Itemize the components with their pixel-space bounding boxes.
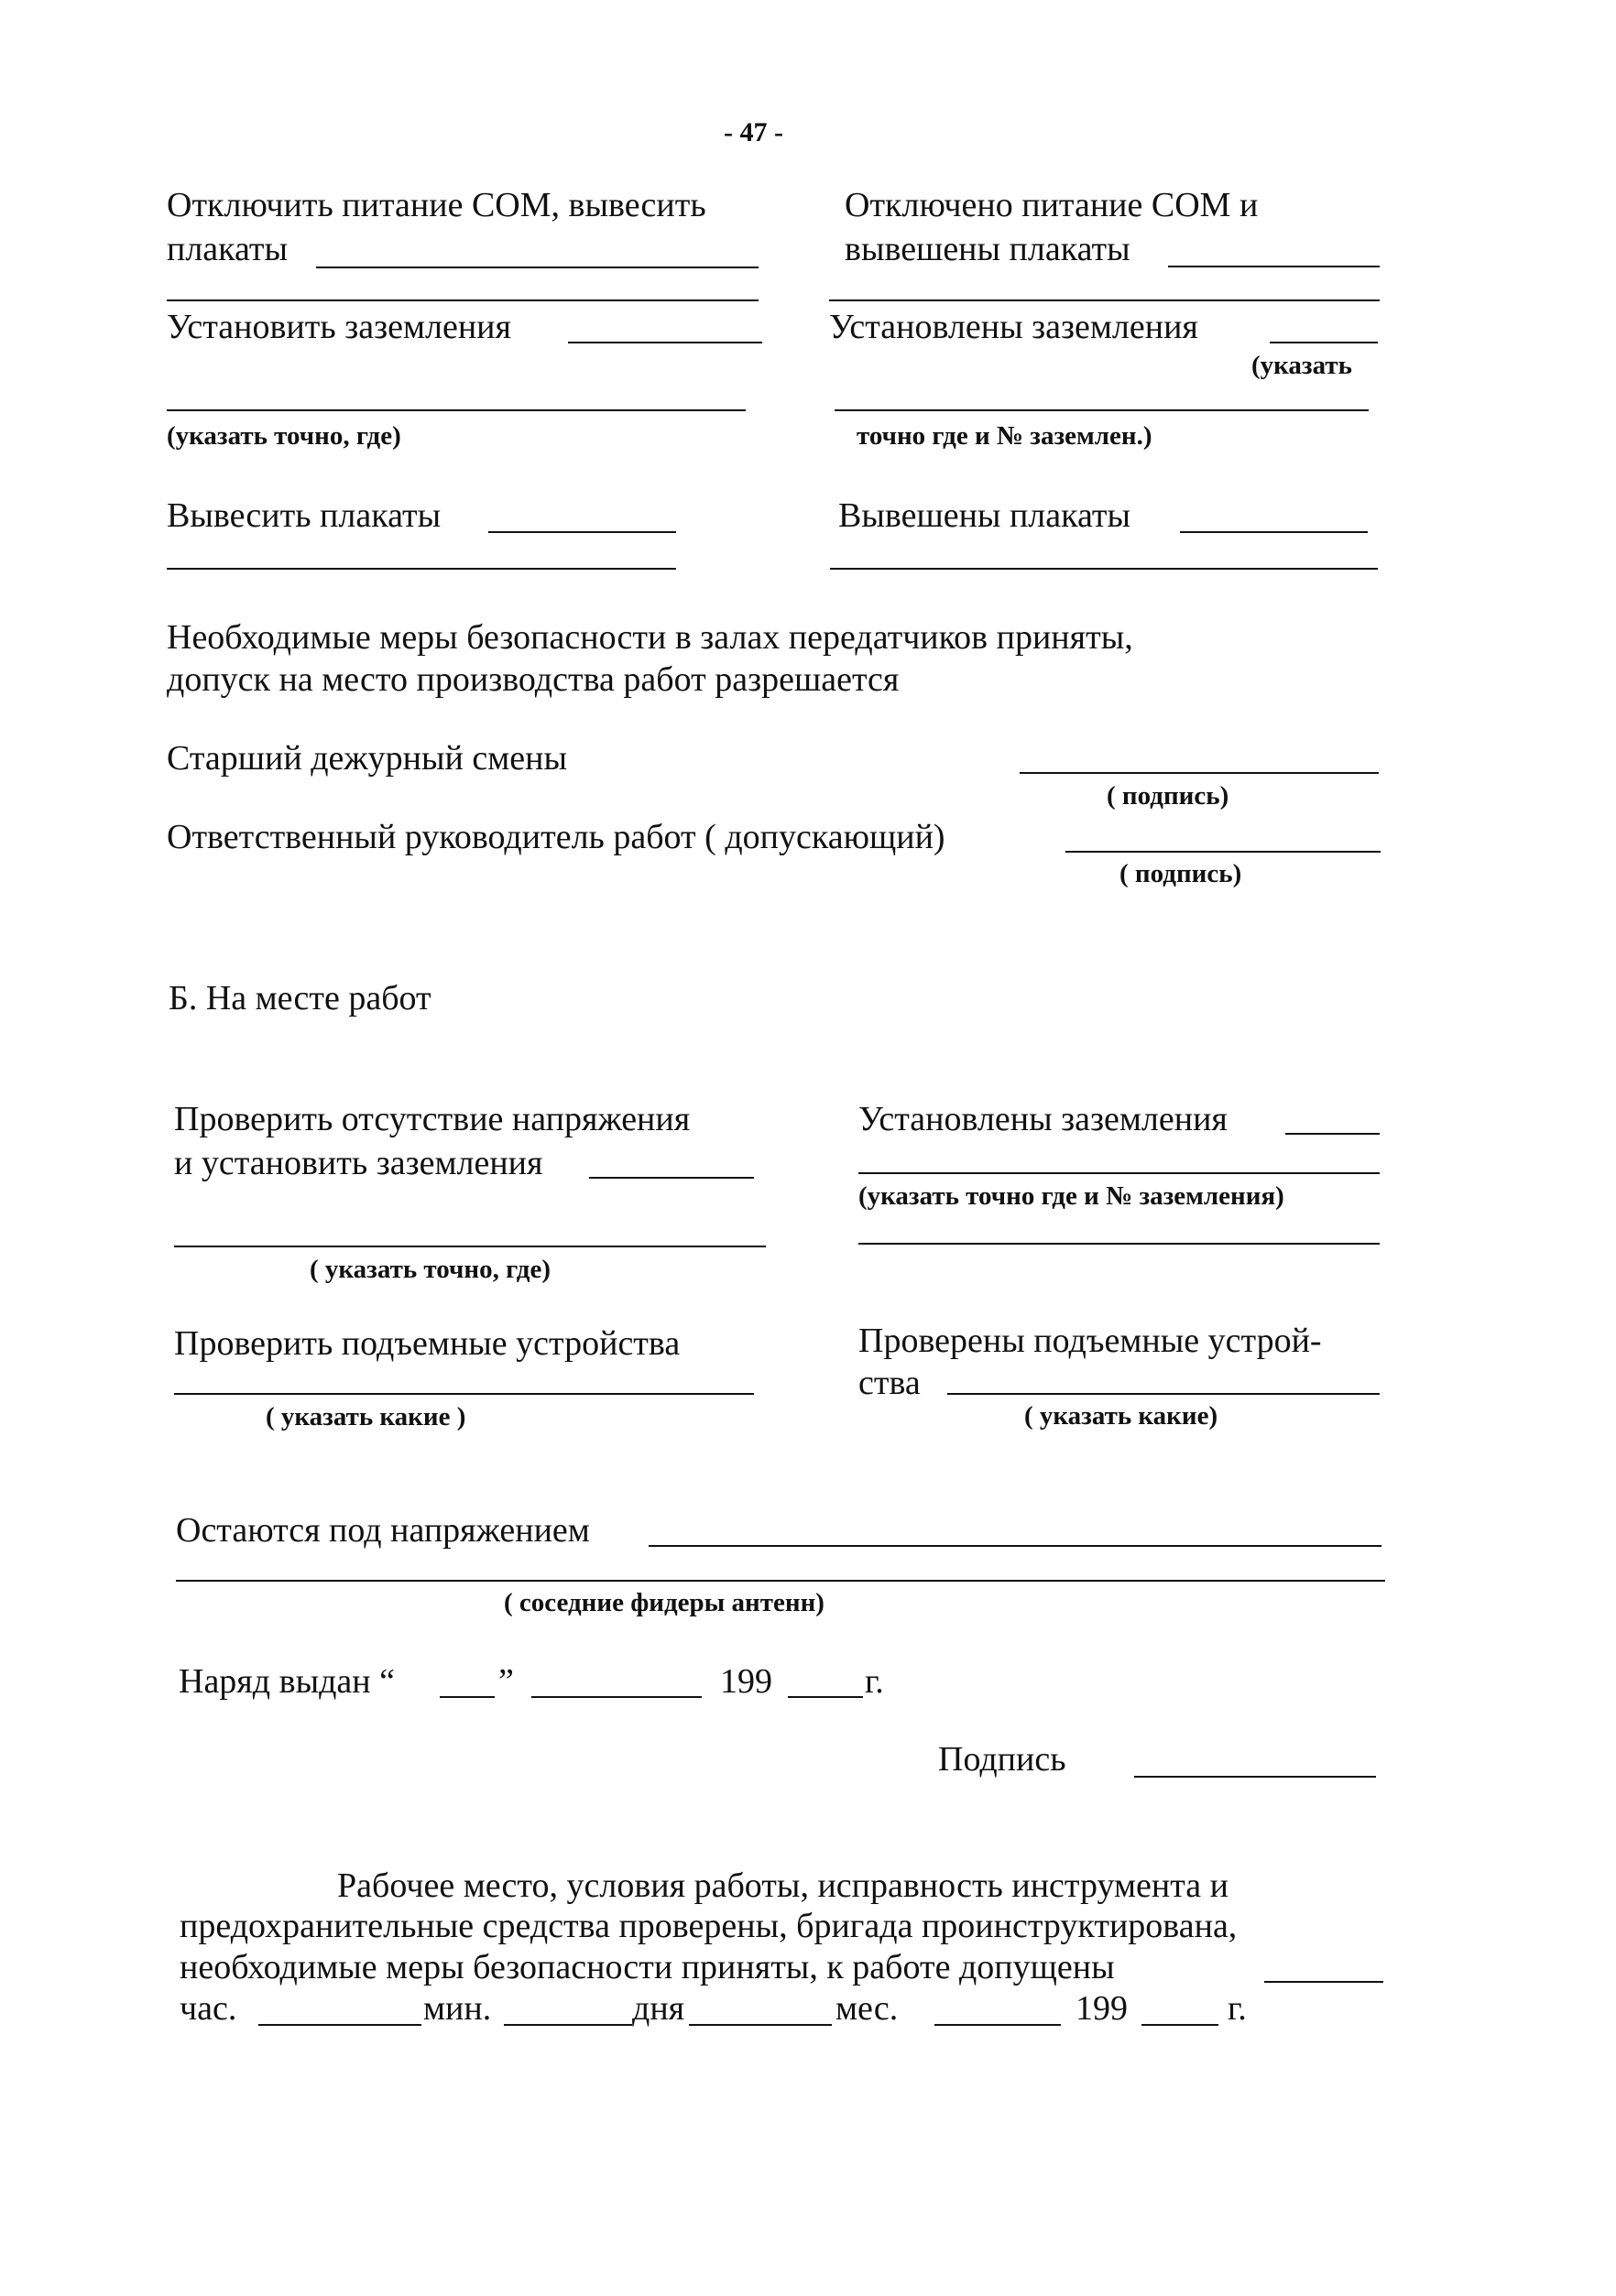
power-off-instruction-line1: Отключить питание СОМ, вывесить — [167, 186, 706, 224]
page-number: - 47 - — [724, 117, 783, 147]
admission-year-fill-line — [1141, 2024, 1218, 2026]
admission-day-fill-line — [689, 2024, 832, 2026]
posters-hung-confirmation: Вывешены плакаты — [838, 496, 1131, 535]
admission-day-label: дня — [632, 1989, 685, 2028]
section-b-grounding-fill-line-2 — [858, 1172, 1380, 1174]
grounding-fill-line — [568, 342, 762, 343]
section-b-grounding-note: (указать точно где и № заземления) — [858, 1181, 1284, 1211]
posters-hung-fill-line-2 — [829, 299, 1380, 301]
lifting-checked-confirmation-line2: ства — [858, 1364, 921, 1402]
lifting-checked-confirmation-line1: Проверены подъемные устрой- — [858, 1322, 1322, 1360]
posters-fill-line — [316, 267, 759, 268]
admission-line2: предохранительные средства проверены, бригада проинструктирована, — [180, 1907, 1238, 1945]
power-off-instruction-line2: плакаты — [167, 230, 289, 268]
check-voltage-instruction-line1: Проверить отсутствие напряжения — [174, 1100, 691, 1138]
hang-posters-fill-line-2 — [167, 568, 676, 570]
order-year-suffix: г. — [865, 1662, 884, 1701]
power-off-confirmation-line2: вывешены плакаты — [845, 230, 1130, 268]
senior-duty-signature-note: ( подпись) — [1107, 781, 1229, 811]
admission-hour-label: час. — [180, 1989, 237, 2028]
admission-month-fill-line — [934, 2024, 1061, 2026]
posters-hung-fill-line-3 — [1180, 531, 1368, 533]
order-day-fill-line — [440, 1696, 495, 1698]
check-lifting-fill-line — [174, 1393, 754, 1395]
grounding-installed-fill-line-2 — [835, 409, 1369, 411]
grounding-fill-line-2 — [167, 409, 746, 411]
section-b-grounding-fill-line-3 — [858, 1243, 1380, 1245]
admission-minute-label: мин. — [423, 1989, 492, 2028]
posters-hung-fill-line — [1168, 266, 1380, 267]
order-month-fill-line — [531, 1696, 702, 1698]
safety-measures-line1: Необходимые меры безопасности в залах передатчиков приняты, — [167, 618, 1133, 657]
lifting-checked-fill-line — [947, 1393, 1380, 1395]
section-b-heading: Б. На месте работ — [169, 979, 431, 1017]
adjacent-feeders-note: ( соседние фидеры антенн) — [504, 1588, 824, 1617]
senior-duty-signature-line — [1020, 772, 1379, 774]
under-voltage-fill-line-2 — [176, 1580, 1385, 1582]
responsible-manager-signature-line — [1065, 851, 1381, 853]
responsible-manager-signature-note: ( подпись) — [1119, 859, 1242, 888]
admission-minute-fill-line — [504, 2024, 632, 2026]
signature-fill-line — [1134, 1776, 1376, 1778]
check-lifting-instruction: Проверить подъемные устройства — [174, 1324, 681, 1363]
hang-posters-instruction: Вывесить плакаты — [167, 496, 442, 535]
order-year-prefix: 199 — [720, 1662, 772, 1701]
admission-year-prefix: 199 — [1076, 1989, 1128, 2028]
lifting-checked-which-note: ( указать какие) — [1024, 1401, 1218, 1431]
posters-fill-line-2 — [167, 299, 759, 301]
grounding-note-line2: точно где и № заземлен.) — [857, 421, 1152, 451]
install-grounding-instruction: Установить заземления — [167, 308, 511, 346]
power-off-confirmation-line1: Отключено питание СОМ и — [845, 186, 1259, 224]
grounding-note-line1: (указать — [1251, 351, 1352, 380]
order-quote-close: ” — [498, 1662, 514, 1701]
admission-date-fill-line — [1264, 1981, 1383, 1983]
admission-hour-fill-line — [258, 2024, 421, 2026]
specify-where-note: (указать точно, где) — [167, 421, 401, 451]
under-voltage-fill-line — [649, 1545, 1381, 1547]
grounding-installed-fill-line — [1270, 342, 1378, 343]
admission-line3: необходимые меры безопасности приняты, к работе допущены — [180, 1948, 1115, 1986]
check-voltage-fill-line-2 — [174, 1246, 766, 1247]
admission-month-label: мес. — [835, 1989, 899, 2028]
safety-measures-line2: допуск на место производства работ разрешается — [167, 660, 900, 699]
admission-year-suffix: г. — [1228, 1989, 1247, 2028]
check-voltage-specify-note: ( указать точно, где) — [310, 1255, 551, 1284]
grounding-installed-confirmation: Установлены заземления — [829, 308, 1198, 346]
admission-line1: Рабочее место, условия работы, исправность инструмента и — [337, 1866, 1229, 1905]
hang-posters-fill-line — [488, 531, 676, 533]
signature-label: Подпись — [938, 1740, 1066, 1779]
check-voltage-instruction-line2: и установить заземления — [174, 1144, 543, 1182]
senior-duty-label: Старший дежурный смены — [167, 739, 568, 778]
order-issued-label: Наряд выдан “ — [179, 1662, 395, 1701]
section-b-grounding-installed: Установлены заземления — [858, 1100, 1228, 1138]
posters-hung-fill-line-4 — [830, 568, 1378, 570]
section-b-grounding-fill-line — [1285, 1133, 1380, 1135]
check-lifting-which-note: ( указать какие ) — [266, 1402, 466, 1431]
responsible-manager-label: Ответственный руководитель работ ( допускающий) — [167, 818, 945, 856]
under-voltage-label: Остаются под напряжением — [176, 1511, 590, 1550]
order-year-fill-line — [788, 1696, 863, 1698]
check-voltage-fill-line — [589, 1177, 754, 1179]
